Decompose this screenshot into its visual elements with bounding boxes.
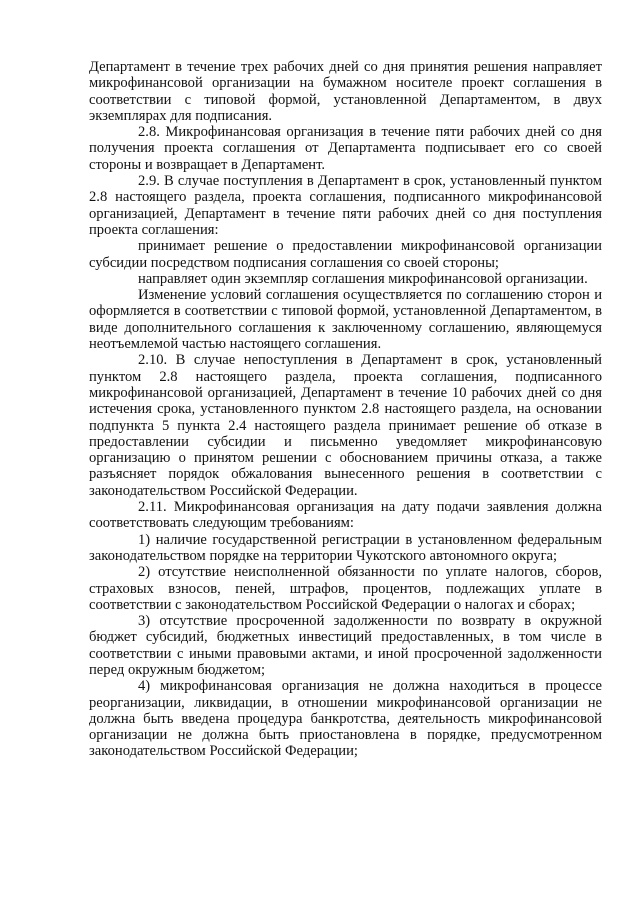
requirement-2: 2) отсутствие неисполненной обязанности по уплате налогов, сборов, страховых взносов, пеней, штрафов, процентов, подлежащих уплате в соответствии с законодательством Российской Федерации о налогах и сборах; xyxy=(89,564,602,613)
document-page xyxy=(89,59,602,760)
requirement-4: 4) микрофинансовая организация не должна находиться в процессе реорганизации, ликвидации, в отношении микрофинансовой организации не должна быть введена процедура банкротства, деятельность микрофинансовой организации не должна быть приостановлена в порядке, предусмотренном законодательством Российской Федерации; xyxy=(89,678,602,760)
paragraph-2-11: 2.11. Микрофинансовая организация на дату подачи заявления должна соответствовать следующим требованиям: xyxy=(89,499,602,532)
paragraph-2-9: 2.9. В случае поступления в Департамент в срок, установленный пунктом 2.8 настоящего раздела, проекта соглашения, подписанного микрофинансовой организацией, Департамент в течение пяти рабочих дней со дня поступления проекта соглашения: xyxy=(89,173,602,238)
paragraph-2-10: 2.10. В случае непоступления в Департамент в срок, установленный пунктом 2.8 настоящего раздела, проекта соглашения, подписанного микрофинансовой организацией, Департамент в течение 10 рабочих дней со дня истечения срока, установленного пунктом 2.8 настоящего раздела, на основании подпункта 5 пункта 2.4 настоящего раздела принимает решение об отказе в предоставлении субсидии и письменно уведомляет микрофинансовую организацию о принятом решении с обоснованием причины отказа, а также разъясняет порядок обжалования вынесенного решения в соответствии с законодательством Российской Федерации. xyxy=(89,352,602,499)
requirement-1: 1) наличие государственной регистрации в установленном федеральным законодательством порядке на территории Чукотского автономного округа; xyxy=(89,531,602,564)
paragraph-department-sends-draft: Департамент в течение трех рабочих дней со дня принятия решения направляет микрофинансовой организации на бумажном носителе проект соглашения в соответствии с типовой формой, установленной Департаментом, в двух экземплярах для подписания. xyxy=(89,59,602,124)
paragraph-2-8: 2.8. Микрофинансовая организация в течение пяти рабочих дней со дня получения проекта соглашения от Департамента подписывает его со своей стороны и возвращает в Департамент. xyxy=(89,124,602,173)
paragraph-2-9-decision: принимает решение о предоставлении микрофинансовой организации субсидии посредством подписания соглашения со своей стороны; xyxy=(89,238,602,271)
requirement-3: 3) отсутствие просроченной задолженности по возврату в окружной бюджет субсидий, бюджетных инвестиций предоставленных, в том числе в соответствии с иными правовыми актами, и иной просроченной задолженности перед окружным бюджетом; xyxy=(89,613,602,678)
paragraph-2-9-sends-copy: направляет один экземпляр соглашения микрофинансовой организации. xyxy=(138,270,588,287)
paragraph-agreement-changes: Изменение условий соглашения осуществляется по соглашению сторон и оформляется в соответствии с типовой формой, установленной Департаментом, в виде дополнительного соглашения к заключенному соглашению, являющемуся неотъемлемой частью настоящего соглашения. xyxy=(89,287,602,353)
